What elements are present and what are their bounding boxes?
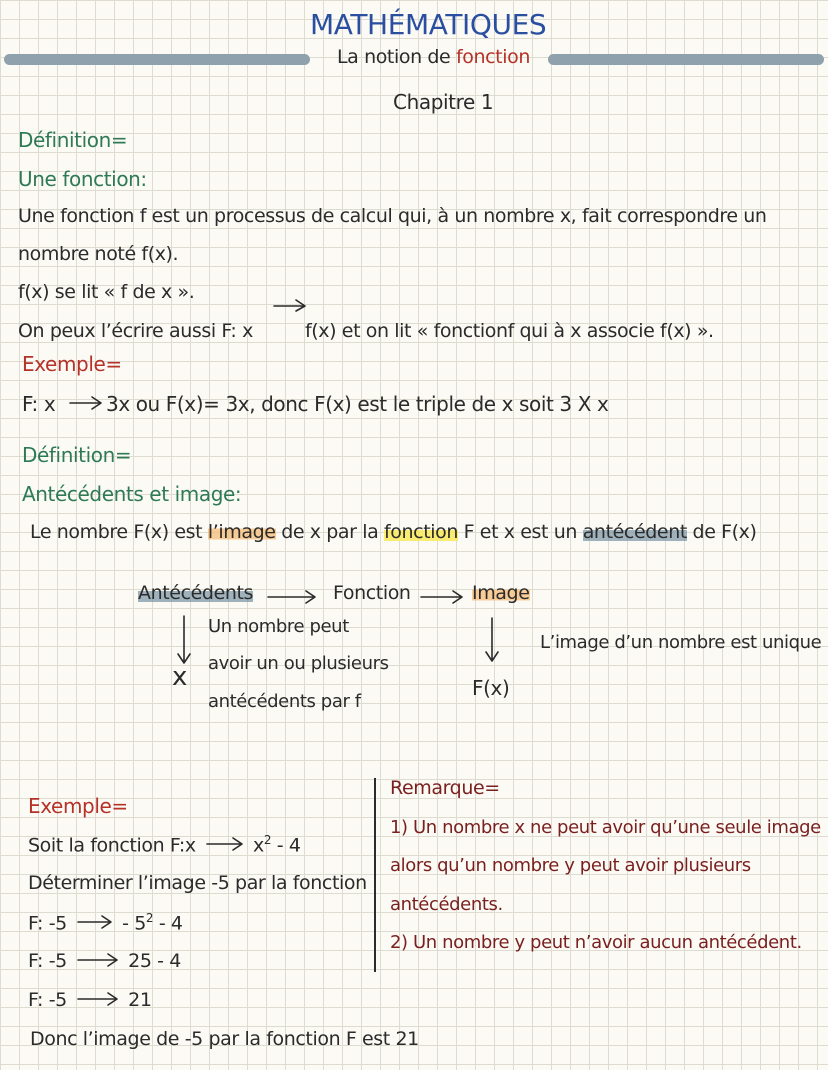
right-arrow-icon bbox=[266, 590, 318, 604]
example-2-line-4-left: F: -5 bbox=[28, 950, 67, 972]
example-2-line-1-tail: - 4 bbox=[276, 834, 301, 857]
subtitle-prefix: La notion de bbox=[337, 46, 451, 68]
sentence-part-2: de x par la bbox=[281, 521, 379, 543]
sentence-part-4: de F(x) bbox=[692, 521, 757, 543]
example-2-line-3-right: - 5 bbox=[122, 912, 146, 935]
example-2-line-1-right: x bbox=[253, 834, 264, 857]
example-2-line-3 bbox=[28, 911, 183, 934]
diagram-antecedents: Antécédents bbox=[138, 582, 254, 604]
diagram-x-label: x bbox=[172, 662, 187, 692]
mapping-arrow-icon bbox=[201, 837, 247, 851]
definition-heading-2: Définition= bbox=[22, 443, 132, 467]
sentence-part-1: Le nombre F(x) est bbox=[30, 521, 203, 543]
mapping-arrow-icon bbox=[272, 298, 308, 312]
down-arrow-icon bbox=[176, 614, 192, 666]
definition-text-line-1: Une fonction f est un processus de calcul qui, à un nombre x, fait correspondre un bbox=[18, 205, 767, 227]
diagram-fonction: Fonction bbox=[333, 582, 411, 604]
header-rule-right bbox=[548, 54, 824, 65]
sentence-image-highlight: l’image bbox=[207, 521, 276, 543]
diagram-fx-label: F(x) bbox=[472, 676, 510, 700]
definition-text-line-4-left: On peux l’écrire aussi F: x bbox=[18, 320, 253, 342]
definition-text-line-2: nombre noté f(x). bbox=[18, 243, 179, 265]
column-divider bbox=[374, 778, 376, 972]
mapping-arrow-icon bbox=[72, 992, 122, 1006]
sentence-antecedent-highlight: antécédent bbox=[582, 521, 687, 543]
sentence-fonction-highlight: fonction bbox=[384, 521, 458, 543]
example-1-left: F: x bbox=[22, 392, 56, 416]
diagram-note-line-1: Un nombre peut bbox=[208, 616, 349, 637]
example-2-line-1-left: Soit la fonction F:x bbox=[28, 834, 196, 857]
example-label-2: Exemple= bbox=[28, 794, 128, 818]
remarque-label: Remarque= bbox=[390, 777, 500, 799]
remarque-line-2: alors qu’un nombre y peut avoir plusieurs bbox=[390, 855, 751, 876]
example-2-line-2: Déterminer l’image -5 par la fonction bbox=[28, 872, 367, 894]
diagram-note-line-2: avoir un ou plusieurs bbox=[208, 653, 389, 674]
remarque-line-3: antécédents. bbox=[390, 894, 503, 915]
example-label-1: Exemple= bbox=[22, 352, 122, 376]
page-subtitle bbox=[337, 46, 530, 68]
example-2-line-4 bbox=[28, 950, 181, 972]
example-2-conclusion: Donc l’image de -5 par la fonction F est 21 bbox=[30, 1028, 419, 1050]
definition-heading-1: Définition= bbox=[18, 128, 128, 152]
mapping-arrow-icon bbox=[68, 396, 104, 410]
mapping-arrow-icon bbox=[72, 953, 122, 967]
header-rule-left bbox=[4, 54, 310, 65]
example-2-line-4-right: 25 - 4 bbox=[128, 950, 181, 972]
diagram-image-note: L’image d’un nombre est unique bbox=[540, 632, 822, 653]
down-arrow-icon bbox=[484, 616, 500, 664]
example-2-line-1 bbox=[28, 833, 301, 856]
example-2-line-5-right: 21 bbox=[128, 989, 152, 1011]
antecedent-image-sentence bbox=[30, 521, 757, 543]
remarque-line-1: 1) Un nombre x ne peut avoir qu’une seule image bbox=[390, 817, 821, 838]
example-2-line-5 bbox=[28, 989, 152, 1011]
diagram-image: Image bbox=[472, 582, 530, 604]
sentence-part-3: F et x est un bbox=[463, 521, 578, 543]
mapping-arrow-icon bbox=[72, 915, 116, 929]
example-1-right: 3x ou F(x)= 3x, donc F(x) est le triple de x soit 3 X x bbox=[106, 392, 609, 416]
example-2-line-3-left: F: -5 bbox=[28, 912, 67, 935]
page-title: MATHÉMATIQUES bbox=[310, 8, 547, 41]
example-2-line-3-tail: - 4 bbox=[158, 912, 183, 935]
exponent: 2 bbox=[263, 833, 272, 847]
diagram-note-line-3: antécédents par f bbox=[208, 691, 361, 712]
definition-subheading-1: Une fonction: bbox=[18, 167, 147, 191]
definition-subheading-2: Antécédents et image: bbox=[22, 482, 242, 506]
example-2-line-5-left: F: -5 bbox=[28, 989, 67, 1011]
definition-text-line-3: f(x) se lit « f de x ». bbox=[18, 281, 195, 303]
definition-text-line-4-right: f(x) et on lit « fonctionf qui à x associe f(x) ». bbox=[305, 320, 714, 342]
chapter-label: Chapitre 1 bbox=[393, 90, 494, 114]
remarque-line-4: 2) Un nombre y peut n’avoir aucun antécédent. bbox=[390, 932, 802, 953]
subtitle-keyword: fonction bbox=[455, 46, 530, 68]
exponent: 2 bbox=[145, 911, 154, 925]
right-arrow-icon bbox=[419, 590, 465, 604]
